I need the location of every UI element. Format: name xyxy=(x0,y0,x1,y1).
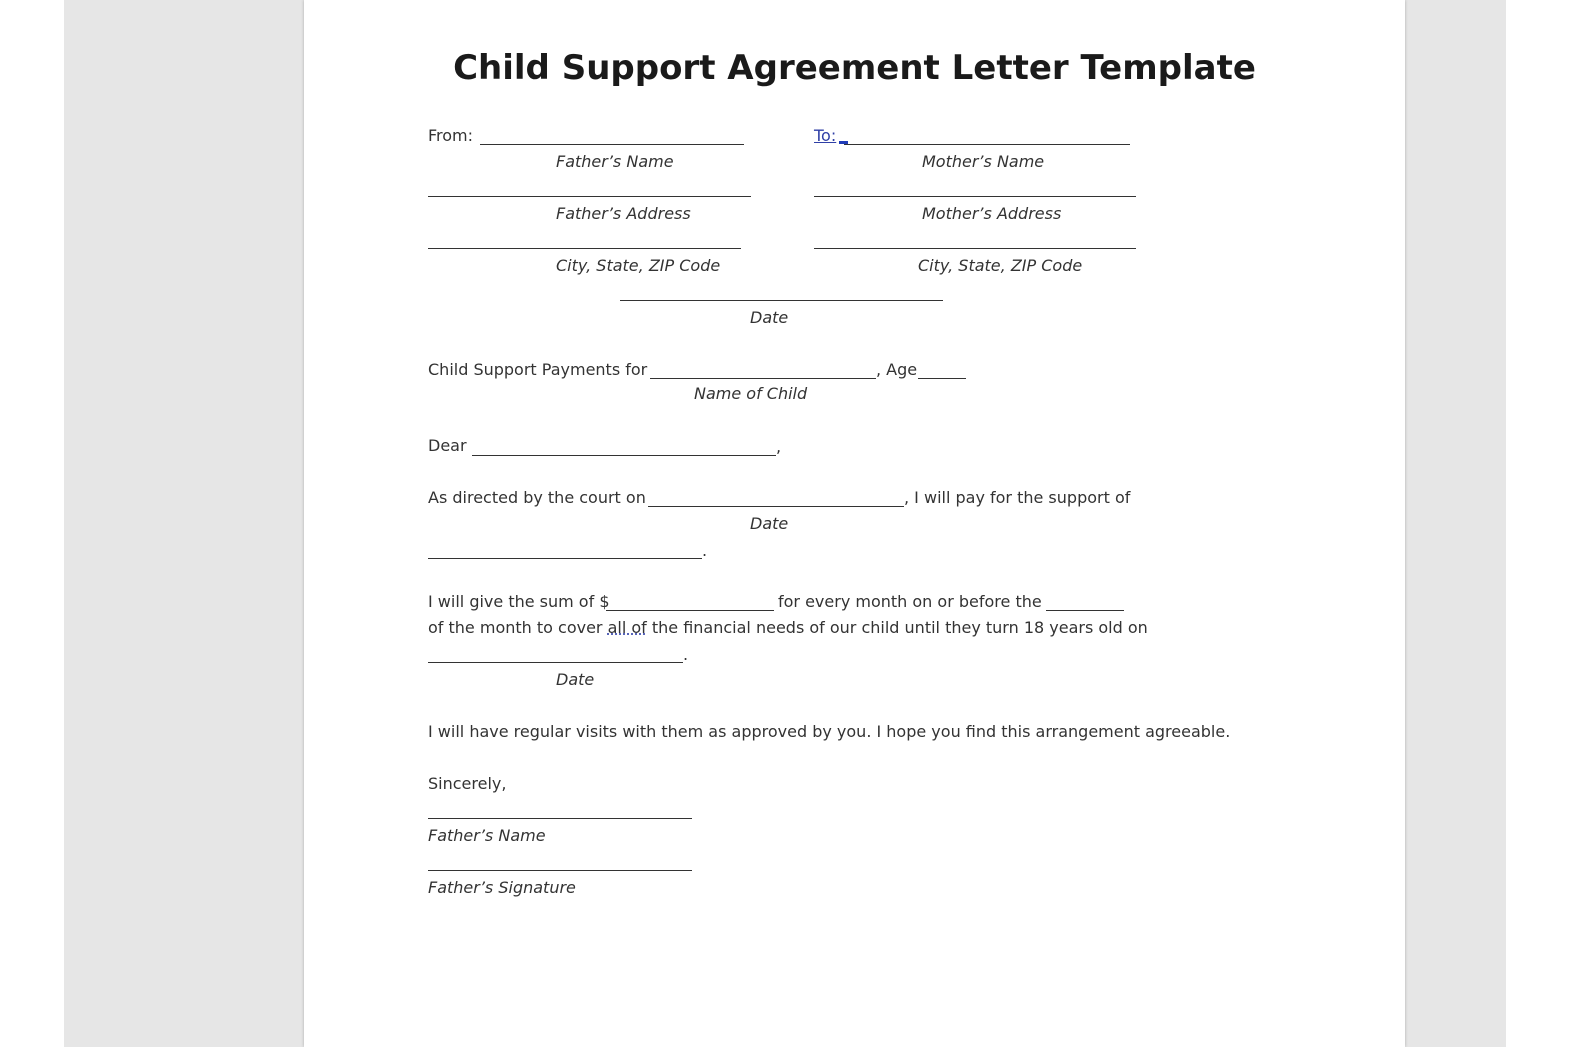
subject-label: Child Support Payments for xyxy=(428,360,648,379)
document-workspace xyxy=(64,0,1506,1047)
grammar-flagged-text: all of xyxy=(607,618,647,637)
father-address-line[interactable] xyxy=(428,196,751,197)
salutation-name-line[interactable] xyxy=(472,455,776,456)
mother-name-line[interactable] xyxy=(844,144,1130,145)
visits-text: I will have regular visits with them as approved by you. I hope you find this arrangement agreeable. xyxy=(428,722,1231,741)
mother-address-line[interactable] xyxy=(814,196,1136,197)
child-name-line[interactable] xyxy=(650,378,876,379)
monthly-text: for every month on or before the xyxy=(778,592,1042,611)
end-date-line[interactable] xyxy=(428,662,683,663)
father-city-line[interactable] xyxy=(428,248,741,249)
letter-date-caption: Date xyxy=(750,308,789,327)
document-title: Child Support Agreement Letter Template xyxy=(453,48,1256,88)
end-date-caption: Date xyxy=(556,670,595,689)
mother-city-caption: City, State, ZIP Code xyxy=(918,256,1083,275)
closing-name-caption: Father’s Name xyxy=(428,826,546,845)
court-order-text: As directed by the court on xyxy=(428,488,646,507)
father-name-caption: Father’s Name xyxy=(556,152,674,171)
sincerely-text: Sincerely, xyxy=(428,774,507,793)
paragraph1-period: . xyxy=(702,541,708,560)
signature-line[interactable] xyxy=(428,870,692,871)
mother-address-caption: Mother’s Address xyxy=(922,204,1062,223)
document-page[interactable] xyxy=(304,0,1405,1047)
age-label: , Age xyxy=(876,360,918,379)
salutation-label: Dear xyxy=(428,436,467,455)
letter-date-line[interactable] xyxy=(620,300,943,301)
from-label: From: xyxy=(428,126,474,145)
to-label: To: xyxy=(814,126,837,145)
salutation-comma: , xyxy=(776,437,782,456)
father-name-line[interactable] xyxy=(480,144,744,145)
court-date-caption: Date xyxy=(750,514,789,533)
child-name-caption: Name of Child xyxy=(694,384,808,403)
court-date-line[interactable] xyxy=(648,506,904,507)
child-age-line[interactable] xyxy=(918,378,966,379)
support-recipient-line[interactable] xyxy=(428,558,702,559)
day-of-month-line[interactable] xyxy=(1046,610,1124,611)
signature-caption: Father’s Signature xyxy=(428,878,576,897)
support-of-text: , I will pay for the support of xyxy=(904,488,1131,507)
father-address-caption: Father’s Address xyxy=(556,204,691,223)
financial-needs-text: of the month to cover all of the financial needs of our child until they turn 18 years old on xyxy=(428,618,1148,637)
closing-name-line[interactable] xyxy=(428,818,692,819)
father-city-caption: City, State, ZIP Code xyxy=(556,256,721,275)
sum-amount-line[interactable] xyxy=(606,610,774,611)
sum-text: I will give the sum of $ xyxy=(428,592,610,611)
paragraph2-period: . xyxy=(683,645,689,664)
mother-name-caption: Mother’s Name xyxy=(922,152,1045,171)
mother-city-line[interactable] xyxy=(814,248,1136,249)
